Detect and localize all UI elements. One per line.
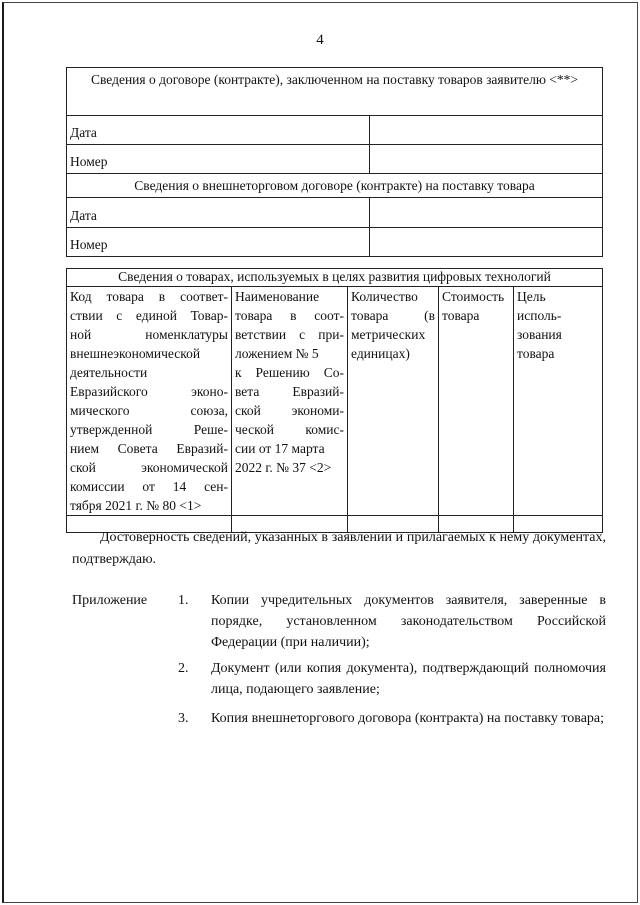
foreign-number-label: Номер (67, 228, 370, 257)
page-number: 4 (316, 32, 324, 48)
contract-number-value[interactable] (370, 145, 603, 174)
col-product-name: Наименование товара в соот- ветствии с при- ложением № 5 к Решению Со- вета Евразий- ской экономи- ческой комис- сии от 17 марта 2022 г. № 37 <2> (232, 287, 348, 516)
contract-info-table (66, 67, 603, 257)
col-quantity: Количество товара (в метрических единицах) (348, 287, 439, 516)
foreign-contract-header: Сведения о внешнеторговом договоре (контракте) на поставку товара (67, 174, 603, 198)
contract-date-value[interactable] (370, 116, 603, 145)
foreign-date-label: Дата (67, 198, 370, 228)
col-cost: Стоимость товара (439, 287, 514, 516)
confirmation-statement: Достоверность сведений, указанных в заявлении и прилагаемых к нему документах, подтверждаю. (72, 530, 606, 567)
appendix-label: Приложение (72, 593, 148, 608)
col-product-code: Код товара в соответ- ствии с единой Товар- ной номенклатуры внешнеэкономической деятельности Евразийского эконо- мического союза, утвержденной Реше- нием Совета Евразий- ской экономической комиссии от 14 сен- тября 2021 г. № 80 <1> (67, 287, 232, 516)
contract-date-label: Дата (67, 116, 370, 145)
col-purpose: Цель исполь- зования товара (514, 287, 603, 516)
foreign-date-value[interactable] (370, 198, 603, 228)
foreign-number-value[interactable] (370, 228, 603, 257)
goods-header: Сведения о товарах, используемых в целях развития цифровых технологий (67, 269, 603, 287)
goods-table (66, 268, 603, 533)
contract-header: Сведения о договоре (контракте), заключенном на поставку товаров заявителю <**> (67, 68, 603, 116)
contract-number-label: Номер (67, 145, 370, 174)
